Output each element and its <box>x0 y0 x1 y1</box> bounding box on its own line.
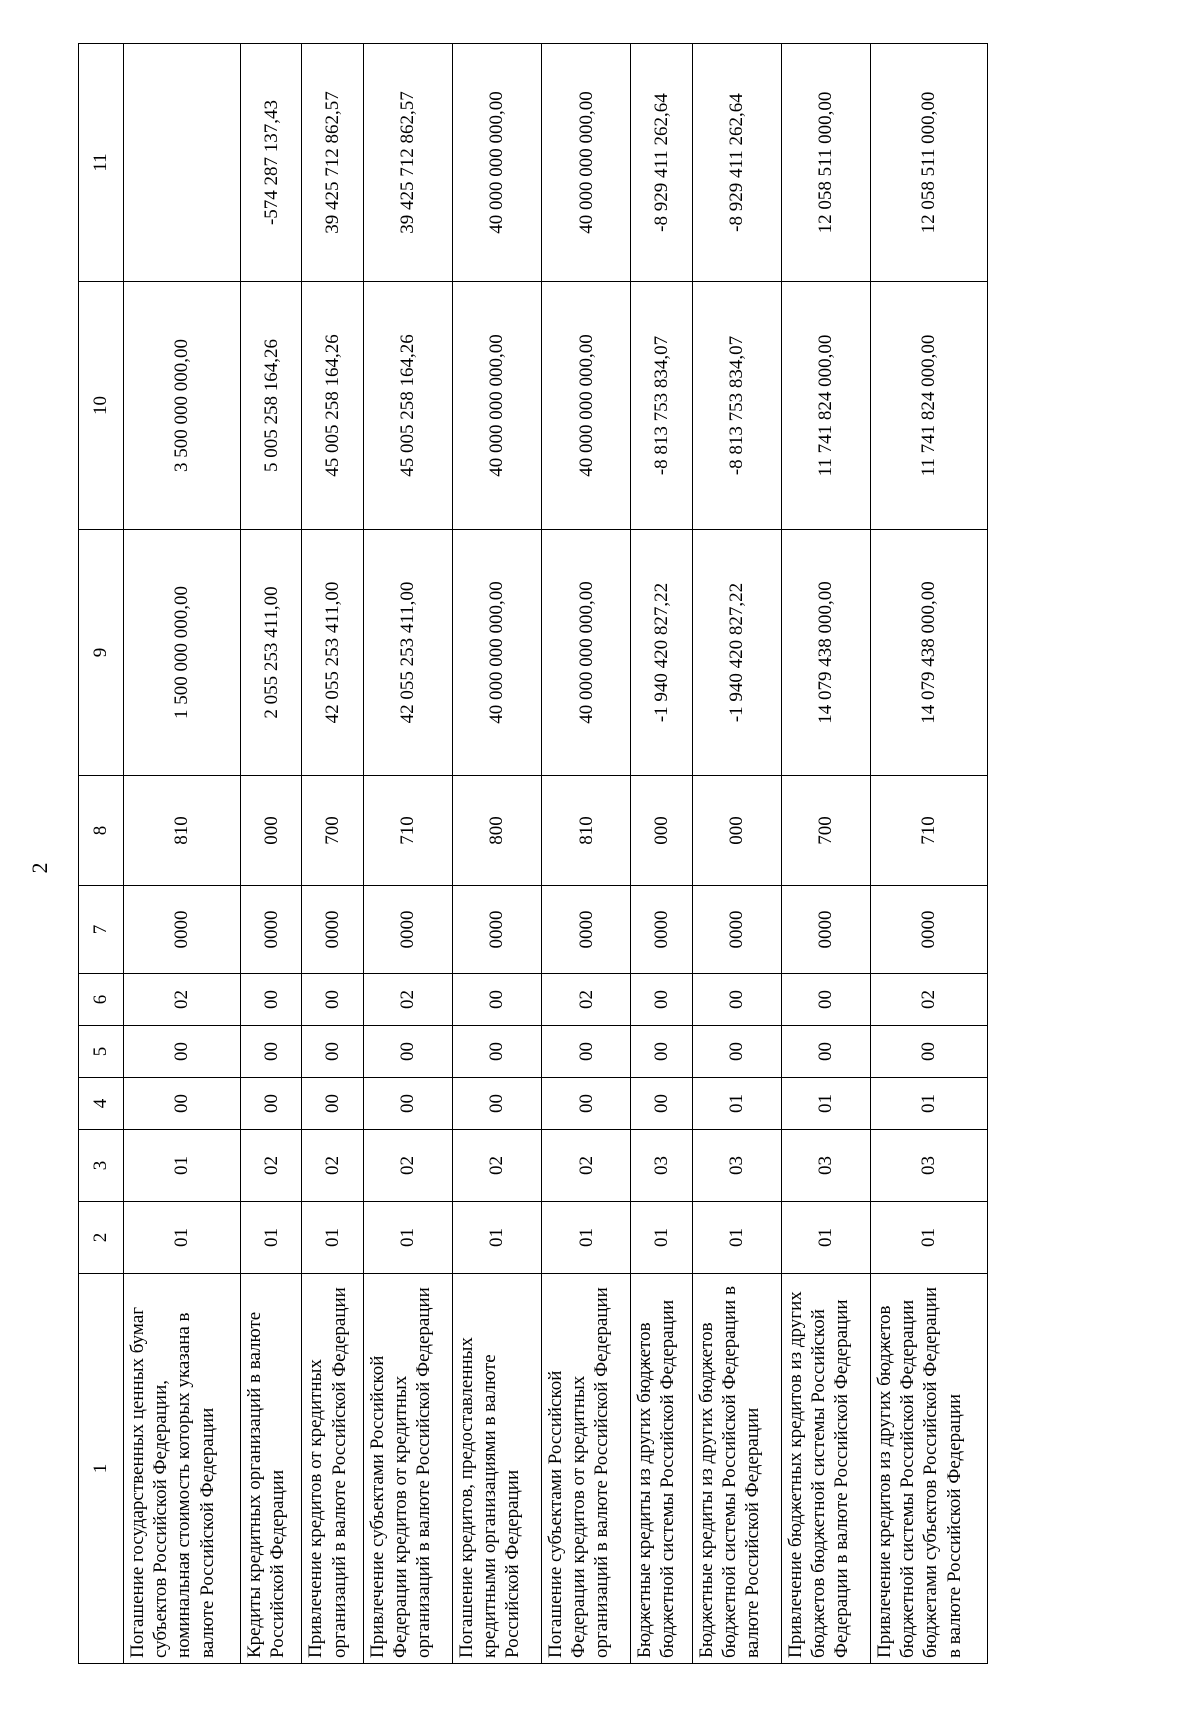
column-header-2: 2 <box>79 1202 124 1274</box>
code-article: 00 <box>692 1026 781 1078</box>
table-row <box>692 44 781 1664</box>
amount-col-9: 2 055 253 411,00 <box>240 530 301 776</box>
amount-col-10: -8 813 753 834,07 <box>631 282 692 530</box>
amount-col-9: 14 079 438 000,00 <box>871 530 988 776</box>
code-subarticle: 02 <box>363 974 452 1026</box>
code-kosgu: 810 <box>542 776 631 886</box>
code-element: 0000 <box>240 886 301 974</box>
column-header-1: 1 <box>79 1274 124 1664</box>
code-article: 00 <box>240 1026 301 1078</box>
code-group: 03 <box>871 1130 988 1202</box>
code-article: 00 <box>871 1026 988 1078</box>
code-kosgu: 000 <box>240 776 301 886</box>
amount-col-10: 3 500 000 000,00 <box>124 282 241 530</box>
amount-col-10: 45 005 258 164,26 <box>302 282 363 530</box>
amount-col-11: 12 058 511 000,00 <box>871 44 988 282</box>
row-description: Привлечение бюджетных кредитов из других бюджетов бюджетной системы Российской Федерации в валюте Российской Федерации <box>781 1274 870 1664</box>
row-description: Привлечение кредитов из других бюджетов бюджетной системы Российской Федерации бюджетами субъектов Российской Федерации в валюте Российской Федерации <box>871 1274 988 1664</box>
code-admin: 01 <box>692 1202 781 1274</box>
code-subarticle: 00 <box>302 974 363 1026</box>
table-row <box>542 44 631 1664</box>
amount-col-11: -8 929 411 262,64 <box>631 44 692 282</box>
code-subgroup: 00 <box>631 1078 692 1130</box>
code-kosgu: 800 <box>452 776 541 886</box>
amount-col-11: 40 000 000 000,00 <box>542 44 631 282</box>
code-article: 00 <box>781 1026 870 1078</box>
code-admin: 01 <box>452 1202 541 1274</box>
page-number: 2 <box>27 862 52 874</box>
code-kosgu: 700 <box>781 776 870 886</box>
amount-col-10: -8 813 753 834,07 <box>692 282 781 530</box>
row-description: Погашение субъектами Российской Федерации кредитов от кредитных организаций в валюте Российской Федерации <box>542 1274 631 1664</box>
code-kosgu: 810 <box>124 776 241 886</box>
column-header-8: 8 <box>79 776 124 886</box>
code-group: 02 <box>240 1130 301 1202</box>
amount-col-11: 39 425 712 862,57 <box>302 44 363 282</box>
row-description: Погашение государственных ценных бумаг субъектов Российской Федерации, номинальная стоимость которых указана в валюте Российской Федерации <box>124 1274 241 1664</box>
code-subarticle: 02 <box>871 974 988 1026</box>
column-header-11: 11 <box>79 44 124 282</box>
amount-col-11: 39 425 712 862,57 <box>363 44 452 282</box>
rotated-page <box>78 44 988 1664</box>
table-row <box>631 44 692 1664</box>
amount-col-11: 12 058 511 000,00 <box>781 44 870 282</box>
code-element: 0000 <box>452 886 541 974</box>
code-group: 02 <box>363 1130 452 1202</box>
row-description: Привлечение субъектами Российской Федерации кредитов от кредитных организаций в валюте Российской Федерации <box>363 1274 452 1664</box>
table-row <box>240 44 301 1664</box>
code-element: 0000 <box>692 886 781 974</box>
code-element: 0000 <box>542 886 631 974</box>
amount-col-9: 42 055 253 411,00 <box>302 530 363 776</box>
column-header-5: 5 <box>79 1026 124 1078</box>
header-row <box>79 44 124 1664</box>
code-group: 02 <box>302 1130 363 1202</box>
amount-col-11 <box>124 44 241 282</box>
code-article: 00 <box>542 1026 631 1078</box>
table-row <box>871 44 988 1664</box>
amount-col-9: 40 000 000 000,00 <box>452 530 541 776</box>
code-admin: 01 <box>631 1202 692 1274</box>
amount-col-11: -8 929 411 262,64 <box>692 44 781 282</box>
amount-col-9: -1 940 420 827,22 <box>631 530 692 776</box>
code-admin: 01 <box>240 1202 301 1274</box>
row-description: Погашение кредитов, предоставленных кредитными организациями в валюте Российской Федерации <box>452 1274 541 1664</box>
code-kosgu: 700 <box>302 776 363 886</box>
amount-col-9: 40 000 000 000,00 <box>542 530 631 776</box>
code-article: 00 <box>302 1026 363 1078</box>
row-description: Бюджетные кредиты из других бюджетов бюджетной системы Российской Федерации в валюте Российской Федерации <box>692 1274 781 1664</box>
code-group: 02 <box>542 1130 631 1202</box>
amount-col-10: 11 741 824 000,00 <box>781 282 870 530</box>
column-header-3: 3 <box>79 1130 124 1202</box>
code-subarticle: 00 <box>692 974 781 1026</box>
code-kosgu: 710 <box>871 776 988 886</box>
code-subgroup: 01 <box>781 1078 870 1130</box>
code-article: 00 <box>124 1026 241 1078</box>
column-header-7: 7 <box>79 886 124 974</box>
row-description: Бюджетные кредиты из других бюджетов бюджетной системы Российской Федерации <box>631 1274 692 1664</box>
code-admin: 01 <box>302 1202 363 1274</box>
amount-col-10: 11 741 824 000,00 <box>871 282 988 530</box>
budget-sources-table <box>78 43 988 1664</box>
code-element: 0000 <box>124 886 241 974</box>
code-subgroup: 00 <box>452 1078 541 1130</box>
column-header-6: 6 <box>79 974 124 1026</box>
code-group: 02 <box>452 1130 541 1202</box>
code-subgroup: 00 <box>124 1078 241 1130</box>
table-row <box>452 44 541 1664</box>
amount-col-9: 42 055 253 411,00 <box>363 530 452 776</box>
code-element: 0000 <box>631 886 692 974</box>
amount-col-10: 40 000 000 000,00 <box>452 282 541 530</box>
amount-col-10: 45 005 258 164,26 <box>363 282 452 530</box>
column-header-10: 10 <box>79 282 124 530</box>
code-group: 03 <box>692 1130 781 1202</box>
code-subarticle: 02 <box>542 974 631 1026</box>
code-admin: 01 <box>542 1202 631 1274</box>
code-subarticle: 02 <box>124 974 241 1026</box>
row-description: Кредиты кредитных организаций в валюте Российской Федерации <box>240 1274 301 1664</box>
table-row <box>781 44 870 1664</box>
table-row <box>124 44 241 1664</box>
row-description: Привлечение кредитов от кредитных организаций в валюте Российской Федерации <box>302 1274 363 1664</box>
code-article: 00 <box>631 1026 692 1078</box>
code-admin: 01 <box>363 1202 452 1274</box>
code-kosgu: 000 <box>631 776 692 886</box>
code-subgroup: 00 <box>240 1078 301 1130</box>
code-subarticle: 00 <box>452 974 541 1026</box>
code-kosgu: 000 <box>692 776 781 886</box>
code-element: 0000 <box>302 886 363 974</box>
amount-col-11: -574 287 137,43 <box>240 44 301 282</box>
amount-col-9: 14 079 438 000,00 <box>781 530 870 776</box>
table-row <box>302 44 363 1664</box>
code-element: 0000 <box>363 886 452 974</box>
code-element: 0000 <box>781 886 870 974</box>
code-admin: 01 <box>124 1202 241 1274</box>
code-element: 0000 <box>871 886 988 974</box>
code-subgroup: 00 <box>363 1078 452 1130</box>
code-article: 00 <box>363 1026 452 1078</box>
code-group: 03 <box>781 1130 870 1202</box>
amount-col-11: 40 000 000 000,00 <box>452 44 541 282</box>
table-body <box>124 44 988 1664</box>
amount-col-10: 5 005 258 164,26 <box>240 282 301 530</box>
code-subgroup: 01 <box>871 1078 988 1130</box>
column-header-4: 4 <box>79 1078 124 1130</box>
code-subgroup: 01 <box>692 1078 781 1130</box>
table-row <box>363 44 452 1664</box>
code-subarticle: 00 <box>240 974 301 1026</box>
amount-col-10: 40 000 000 000,00 <box>542 282 631 530</box>
code-admin: 01 <box>781 1202 870 1274</box>
code-subgroup: 00 <box>542 1078 631 1130</box>
amount-col-9: 1 500 000 000,00 <box>124 530 241 776</box>
code-group: 03 <box>631 1130 692 1202</box>
code-subarticle: 00 <box>781 974 870 1026</box>
code-subarticle: 00 <box>631 974 692 1026</box>
code-kosgu: 710 <box>363 776 452 886</box>
code-subgroup: 00 <box>302 1078 363 1130</box>
code-admin: 01 <box>871 1202 988 1274</box>
amount-col-9: -1 940 420 827,22 <box>692 530 781 776</box>
code-group: 01 <box>124 1130 241 1202</box>
column-header-9: 9 <box>79 530 124 776</box>
code-article: 00 <box>452 1026 541 1078</box>
